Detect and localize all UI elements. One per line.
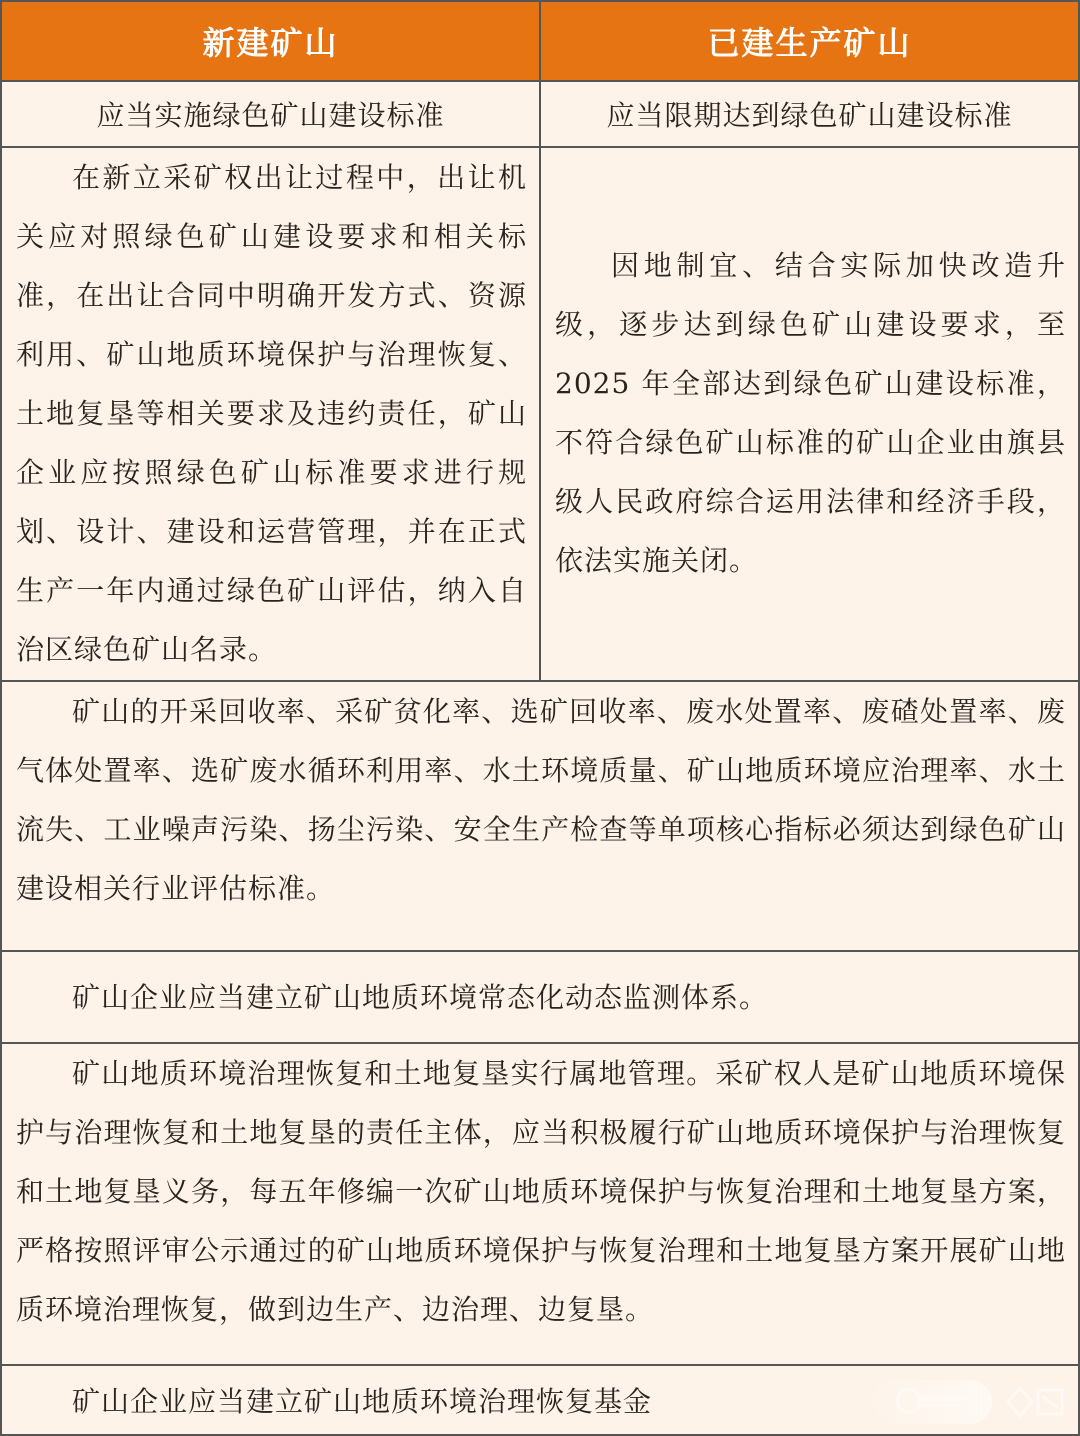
subheader-cell-existing-mines <box>541 82 1078 146</box>
indicators-row <box>2 682 1078 952</box>
subheader-new-mines: 应当实施绿色矿山建设标准 <box>96 99 445 132</box>
header-cell-new-mines <box>2 2 541 80</box>
fund-text: 矿山企业应当建立矿山地质环境治理恢复基金 <box>72 1384 653 1418</box>
new-mines-requirements: 在新立采矿权出让过程中，出让机关应对照绿色矿山建设要求和相关标准，在出让合同中明确开发方式、资源利用、矿山地质环境保护与治理恢复、土地复垦等相关要求及违约责任，矿山企业应按照绿色矿山标准要求进行规划、设计、建设和运营管理，并在正式生产一年内通过绿色矿山评估，纳入自治区绿色矿山名录。 <box>16 161 527 666</box>
existing-mines-requirements: 因地制宜、结合实际加快改造升级，逐步达到绿色矿山建设要求，至 2025 年全部达到绿色矿山建设标准，不符合绿色矿山标准的矿山企业由旗县级人民政府综合运用法律和经济手段，依法实施关闭。 <box>555 249 1066 577</box>
header-existing-mines: 已建生产矿山 <box>707 24 912 62</box>
header-new-mines: 新建矿山 <box>202 24 339 62</box>
monitoring-row <box>2 952 1078 1044</box>
table-body-row <box>2 148 1078 682</box>
indicators-cell <box>2 682 1078 950</box>
header-cell-existing-mines <box>541 2 1078 80</box>
subheader-existing-mines: 应当限期达到绿色矿山建设标准 <box>606 99 1013 132</box>
site-logo-icon <box>872 1380 992 1424</box>
body-cell-new-mines <box>2 148 541 680</box>
management-cell <box>2 1044 1078 1364</box>
management-text: 矿山地质环境治理恢复和土地复垦实行属地管理。采矿权人是矿山地质环境保护与治理恢复和土地复垦的责任主体，应当积极履行矿山地质环境保护与治理恢复和土地复垦义务，每五年修编一次矿山地质环境保护与恢复治理和土地复垦方案，严格按照评审公示通过的矿山地质环境保护与恢复治理和土地复垦方案开展矿山地质环境治理恢复，做到边生产、边治理、边复垦。 <box>16 1057 1066 1326</box>
subheader-cell-new-mines <box>2 82 541 146</box>
core-indicators-text: 矿山的开采回收率、采矿贫化率、选矿回收率、废水处置率、废碴处置率、废气体处置率、选矿废水循环利用率、水土环境质量、矿山地质环境应治理率、水土流失、工业噪声污染、扬尘污染、安全生产检查等单项核心指标必须达到绿色矿山建设相关行业评估标准。 <box>16 695 1066 905</box>
watermark <box>872 1380 1070 1424</box>
photo-mark-icon <box>1000 1380 1070 1424</box>
monitoring-cell <box>2 952 1078 1042</box>
management-row <box>2 1044 1078 1366</box>
monitoring-text: 矿山企业应当建立矿山地质环境常态化动态监测体系。 <box>72 980 769 1014</box>
table-subheader-row <box>2 82 1078 148</box>
body-cell-existing-mines <box>541 148 1078 680</box>
table-header-row <box>2 2 1078 82</box>
